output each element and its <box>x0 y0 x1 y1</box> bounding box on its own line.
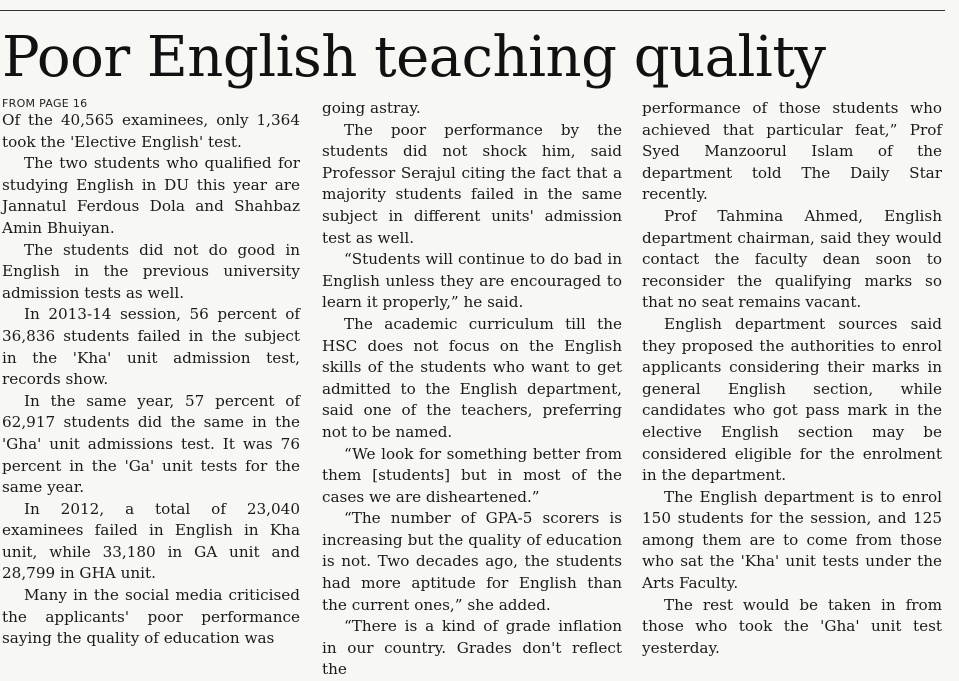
paragraph: The academic curriculum till the HSC does not focus on the English skills of the students who want to get admitted to the English department, said one of the teachers, preferring not to be named. <box>322 314 622 441</box>
paragraph: In the same year, 57 percent of 62,917 students did the same in the 'Gha' unit admissions test. It was 76 percent in the 'Ga' unit tests for the same year. <box>2 391 300 497</box>
paragraph: In 2013-14 session, 56 percent of 36,836 students failed in the subject in the 'Kha' unit admission test, records show. <box>2 305 300 389</box>
header-rule <box>0 10 945 11</box>
paragraph: performance of those students who achieved that particular feat,” Prof Syed Manzoorul Islam of the department told The Daily Star recently. <box>642 99 942 204</box>
paragraph: Many in the social media criticised the applicants' poor performance saying the quality of education was <box>2 586 300 648</box>
article-column-2 <box>322 98 622 681</box>
headline: Poor English teaching quality <box>2 25 826 90</box>
paragraph: The students did not do good in English in the previous university admission tests as well. <box>2 240 300 302</box>
jump-line: FROM PAGE 16 <box>2 97 88 110</box>
paragraph: “The number of GPA-5 scorers is increasing but the quality of education is not. Two decades ago, the students had more aptitude for English than the current ones,” she added. <box>322 509 622 614</box>
paragraph: Of the 40,565 examinees, only 1,364 took the 'Elective English' test. <box>2 111 300 151</box>
paragraph: “Students will continue to do bad in English unless they are encouraged to learn it properly,” he said. <box>322 250 622 312</box>
paragraph: The rest would be taken in from those who took the 'Gha' unit test yesterday. <box>642 595 942 657</box>
paragraph: English department sources said they proposed the authorities to enrol applicants considering their marks in general English section, while candidates who got pass mark in the elective English section may be considered eligible for the enrolment in the department. <box>642 314 942 485</box>
previous-article-fragment <box>0 0 945 9</box>
paragraph: “We look for something better from them [students] but in most of the cases we are disheartened.” <box>322 444 622 506</box>
paragraph: In 2012, a total of 23,040 examinees failed in English in Kha unit, while 33,180 in GA unit and 28,799 in GHA unit. <box>2 499 300 583</box>
paragraph: “There is a kind of grade inflation in our country. Grades don't reflect the <box>322 617 622 679</box>
paragraph: going astray. <box>322 99 421 117</box>
article-column-3 <box>642 98 942 659</box>
paragraph: The poor performance by the students did not shock him, said Professor Serajul citing the fact that a majority students failed in the same subject in different units' admission test as well. <box>322 120 622 247</box>
paragraph: The two students who qualified for studying English in DU this year are Jannatul Ferdous Dola and Shahbaz Amin Bhuiyan. <box>2 154 300 237</box>
article-column-1 <box>2 98 300 650</box>
paragraph: The English department is to enrol 150 students for the session, and 125 among them are to come from those who sat the 'Kha' unit tests under the Arts Faculty. <box>642 487 942 593</box>
paragraph: Prof Tahmina Ahmed, English department chairman, said they would contact the faculty dean soon to reconsider the qualifying marks so that no seat remains vacant. <box>642 206 942 312</box>
